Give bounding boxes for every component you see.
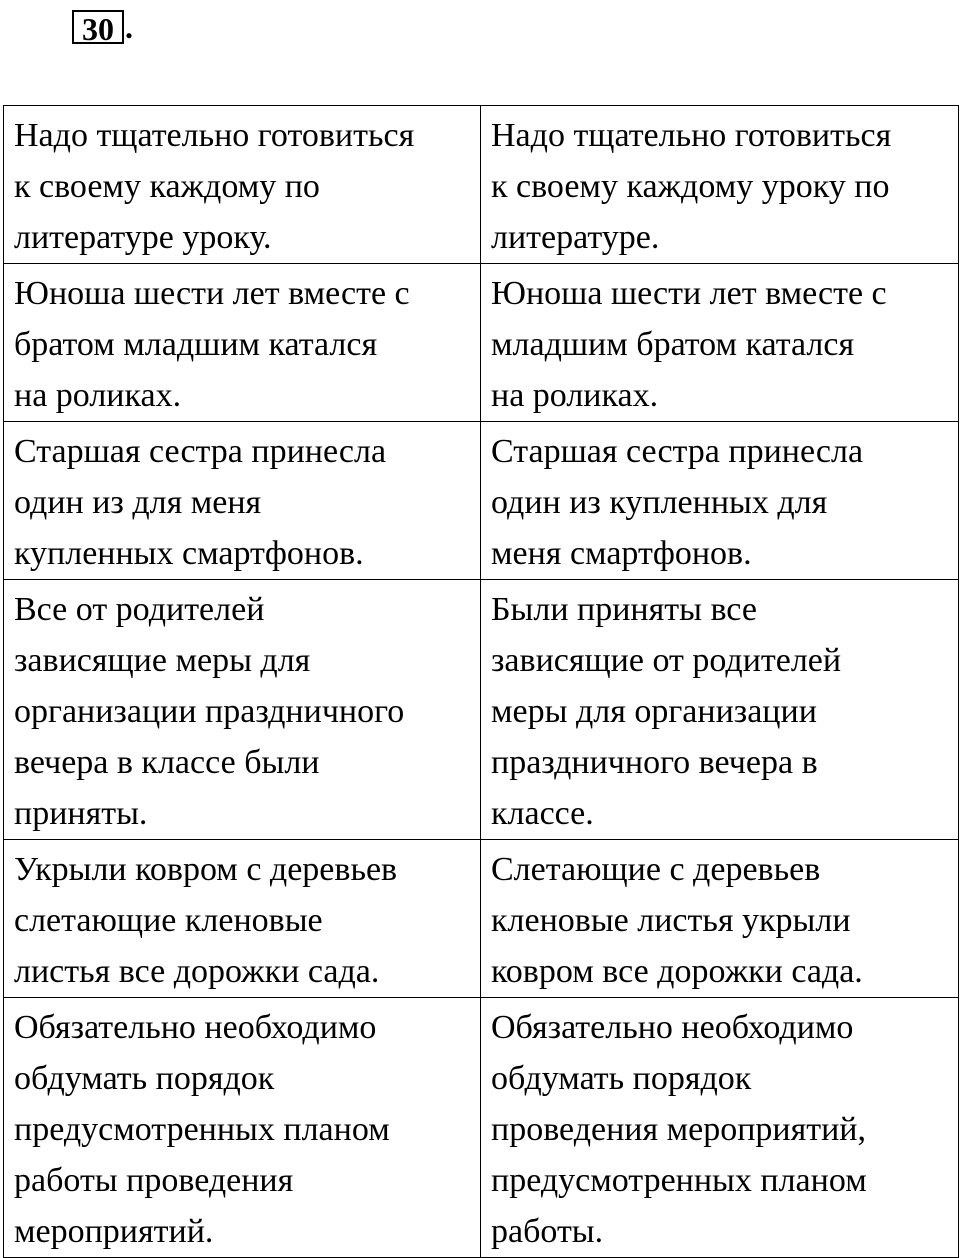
sentence-line: листья все дорожки сада.	[14, 953, 380, 990]
sentence-line: мероприятий.	[14, 1213, 214, 1250]
sentence-line: предусмотренных планом	[491, 1162, 867, 1199]
sentence-line: Юноша шести лет вместе с	[491, 275, 887, 312]
original-sentence-cell	[4, 998, 481, 1258]
original-sentence-cell	[4, 580, 481, 840]
sentence-line: работы.	[491, 1213, 604, 1250]
sentence-line: братом младшим катался	[14, 326, 378, 363]
sentence-line: на роликах.	[14, 377, 182, 414]
table-row	[4, 580, 959, 840]
sentence-line: младшим братом катался	[491, 326, 855, 363]
sentence-line: вечера в классе были	[14, 744, 320, 781]
sentence-line: Юноша шести лет вместе с	[14, 275, 410, 312]
sentence-line: литературе.	[491, 219, 660, 256]
sentence-line: обдумать порядок	[491, 1060, 752, 1097]
corrected-sentence-cell	[481, 580, 959, 840]
sentence-line: классе.	[491, 795, 594, 832]
corrected-sentence-cell	[481, 264, 959, 422]
sentence-line: Обязательно необходимо	[14, 1009, 377, 1046]
sentence-line: на роликах.	[491, 377, 659, 414]
exercise-table	[3, 105, 959, 1258]
sentence-line: Были приняты все	[491, 591, 757, 628]
sentence-line: Укрыли ковром с деревьев	[14, 851, 398, 888]
original-sentence-cell	[4, 840, 481, 998]
sentence-line: приняты.	[14, 795, 148, 832]
sentence-line: предусмотренных планом	[14, 1111, 390, 1148]
corrected-sentence-cell	[481, 998, 959, 1258]
original-sentence-cell	[4, 422, 481, 580]
sentence-line: меры для организации	[491, 693, 817, 730]
sentence-line: к своему каждому по	[14, 168, 320, 205]
corrected-sentence-cell	[481, 422, 959, 580]
sentence-line: к своему каждому уроку по	[491, 168, 890, 205]
sentence-line: слетающие кленовые	[14, 902, 323, 939]
corrected-sentence-cell	[481, 840, 959, 998]
sentence-line: проведения мероприятий,	[491, 1111, 866, 1148]
sentence-line: зависящие меры для	[14, 642, 311, 679]
sentence-line: Надо тщательно готовиться	[491, 117, 892, 154]
task-number-dot: .	[125, 9, 133, 45]
table-row	[4, 422, 959, 580]
sentence-line: зависящие от родителей	[491, 642, 842, 679]
original-sentence-cell	[4, 264, 481, 422]
corrected-sentence-cell	[481, 106, 959, 264]
table-row	[4, 998, 959, 1258]
table-row	[4, 264, 959, 422]
sentence-line: обдумать порядок	[14, 1060, 275, 1097]
sentence-line: Все от родителей	[14, 591, 265, 628]
exercise-table-body	[4, 106, 959, 1258]
sentence-line: один из купленных для	[491, 484, 828, 521]
sentence-line: кленовые листья укрыли	[491, 902, 851, 939]
sentence-line: Старшая сестра принесла	[14, 433, 387, 470]
table-row	[4, 106, 959, 264]
task-number	[72, 6, 133, 47]
original-sentence-cell	[4, 106, 481, 264]
sentence-line: Надо тщательно готовиться	[14, 117, 415, 154]
sentence-line: организации праздничного	[14, 693, 405, 730]
sentence-line: меня смартфонов.	[491, 535, 752, 572]
sentence-line: Обязательно необходимо	[491, 1009, 854, 1046]
sentence-line: купленных смартфонов.	[14, 535, 364, 572]
sentence-line: один из для меня	[14, 484, 262, 521]
sentence-line: Слетающие с деревьев	[491, 851, 821, 888]
table-row	[4, 840, 959, 998]
sentence-line: праздничного вечера в	[491, 744, 818, 781]
sentence-line: ковром все дорожки сада.	[491, 953, 863, 990]
sentence-line: литературе уроку.	[14, 219, 272, 256]
sentence-line: работы проведения	[14, 1162, 294, 1199]
sentence-line: Старшая сестра принесла	[491, 433, 864, 470]
task-number-box: 30	[72, 10, 124, 44]
